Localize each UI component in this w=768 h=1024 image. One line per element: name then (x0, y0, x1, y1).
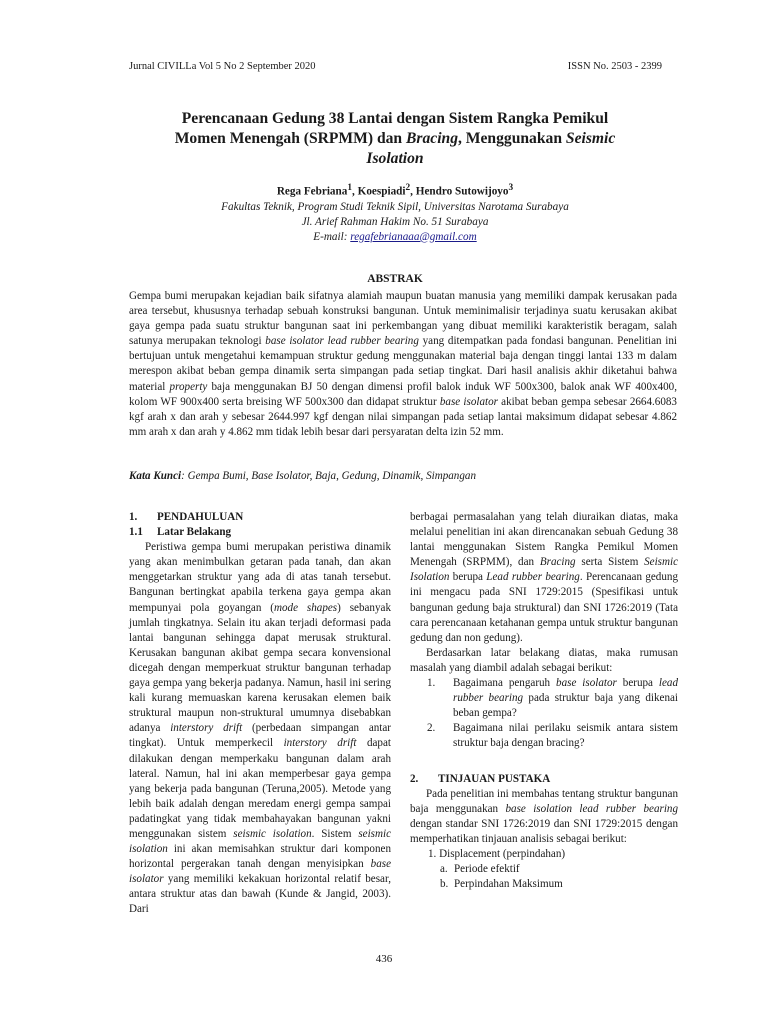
list-item: 1. Displacement (perpindahan) (428, 847, 566, 860)
author-sup: 3 (508, 183, 514, 193)
list-item (410, 721, 678, 751)
text: pada struktur baja yang dikenai beban gempa? (453, 692, 679, 720)
author-block (120, 181, 670, 245)
analysis-sublist (410, 862, 678, 892)
italic-text: base isolator (556, 677, 617, 690)
text: Pada penelitian ini membahas tentang struktur bangunan baja menggunakan (410, 787, 678, 815)
analysis-list (410, 847, 678, 862)
italic-text: seismic isolation (129, 827, 391, 856)
paper-title (120, 109, 670, 169)
list-letter: b. (440, 878, 449, 891)
italic-text: base isolation lead rubber bearing (505, 802, 678, 815)
list-item (410, 676, 678, 721)
text: Periode efektif (454, 863, 520, 876)
list-item (410, 862, 678, 877)
text: Bagaimana pengaruh (453, 677, 557, 690)
abstract-heading: ABSTRAK (367, 273, 423, 285)
research-questions-list (410, 676, 678, 751)
text: serta Sistem (575, 556, 645, 569)
text: berbagai permasalahan yang telah diuraikan diatas, maka melalui penelitian ini akan direncanakan sebuah Gedung 38 lantai menggunakan Sistem Rangka Pemikul Momen Menengah (SRPMM), dan (410, 511, 678, 569)
text: berupa (449, 571, 487, 584)
email-label: E-mail: (313, 230, 351, 243)
section-number: 1.1 (129, 526, 143, 539)
paragraph (410, 510, 678, 646)
section-title: PENDAHULUAN (157, 511, 244, 523)
abstract-italic: base isolator (439, 395, 498, 408)
list-number: 2. (427, 722, 436, 735)
page-number: 436 (375, 953, 393, 965)
paragraph (410, 787, 678, 847)
abstract-text: yang ditempatkan pada fondasi bangunan. Penelitian ini bertujuan untuk mengetahui kemampuan struktur gedung menggunakan material baja dengan tinggi lantai 133 m dalam merespon akibat beban gempa dinamik serta simpangan pada setiap tingkat. Dari hasil analisis akhir diketahui bahwa material (129, 335, 677, 393)
text: ) sebanyak jumlah tingkatnya. Selain itu akan terjadi deformasi pada lantai bangunan sehingga dapat merusak struktural. Kerusakan bangunan akibat gempa secara konvensional dicegah dengan memperkuat struktur bangunan terhadap gaya gempa yang bekerja padanya. Namun, hasil ini sering kali kurang memuaskan karena kerusakan elemen baik struktural maupun non-struktural umumnya disebabkan adanya (129, 601, 391, 735)
abstract-text: akibat beban gempa sebesar 2664.6083 kgf arah x dan arah y sebesar 2644.997 kgf dengan nilai simpangan pada setiap lantai maksimum didapat sebesar 4.862 mm arah x dan arah y 4.862 mm tidak lebih besar dari persyaratan delta izin 52 mm. (129, 395, 677, 438)
paragraph: Berdasarkan latar belakang diatas, maka rumusan masalah yang diambil adalah sebagai berikut: (410, 646, 678, 674)
affiliation-line-2: Jl. Arief Rahman Hakim No. 51 Surabaya (301, 215, 489, 228)
subsection-heading-1-1 (129, 525, 391, 540)
list-number: 1. (427, 677, 436, 690)
author-name: , Koespiadi (352, 185, 406, 198)
title-italic: Seismic (565, 130, 616, 147)
italic-text: seismic isolation (233, 827, 312, 840)
italic-text: lead rubber bearing (453, 677, 678, 705)
text: Peristiwa gempa bumi merupakan peristiwa dinamik yang akan menimbulkan getaran pada tanah, dan akan menggetarkan struktur yang ada di atas tanah tersebut. Bangunan bertingkat apabila terkena gaya gempa akan mempunyai pola goyangan ( (129, 541, 391, 614)
email-line (120, 230, 670, 245)
text: (perbedaan simpangan antar tingkat). Untuk memperkecil (129, 722, 392, 750)
keywords-label: Kata Kunci (129, 470, 182, 482)
title-line-2 (120, 129, 670, 149)
abstract-italic: property (169, 380, 208, 393)
title-italic: Isolation (366, 150, 424, 167)
abstract-text: baja menggunakan BJ 50 dengan dimensi profil balok induk WF 500x300, balok anak WF 400x400, kolom WF 900x400 serta breising WF 500x300 dan didapat struktur (129, 380, 677, 408)
list-item (410, 877, 678, 892)
spacer (410, 752, 678, 772)
author-sup: 1 (347, 183, 353, 193)
text: Perpindahan Maksimum (454, 878, 563, 891)
italic-text: interstory drift (283, 737, 357, 750)
left-column (129, 510, 391, 918)
title-line-3 (120, 149, 670, 169)
issn-header: ISSN No. 2503 - 2399 (567, 61, 662, 72)
author-names (120, 181, 670, 200)
keywords (129, 470, 677, 482)
section-number: 1. (129, 511, 138, 523)
italic-text: mode shapes (274, 601, 338, 614)
italic-text: base isolator (129, 858, 391, 886)
title-text: , Menggunakan (458, 130, 566, 147)
abstract-italic: base isolator lead rubber bearing (265, 335, 419, 348)
section-number: 2. (410, 772, 419, 785)
text: . Perencanaan gedung ini mengacu pada SNI 1729:2015 (Spesifikasi untuk bangunan gedung baja struktural) dan SNI 1726:2019 (Tata cara perencanaan ketahanan gempa untuk struktur bangunan gedung dan non gedung). (410, 571, 678, 644)
section-heading-2 (410, 772, 678, 787)
italic-text: Lead rubber bearing (486, 571, 580, 584)
right-column (410, 510, 678, 892)
abstract-text: Gempa bumi merupakan kejadian baik sifatnya alamiah maupun buatan manusia yang memiliki dampak kerusakan pada area tersebut, khususnya terhadap sebuah konstruksi bangunan. Untuk meminimalisir terjadinya suatu kerusakan akibat gaya gempa pada suatu struktur bangunan saat ini perkembangan yang dibuat memiliki karakteristik beragam, salah satunya merupakan teknologi (129, 290, 677, 348)
italic-text: Bracing (539, 556, 576, 569)
author-name: Rega Febriana (276, 185, 348, 198)
title-text: Momen Menengah (SRPMM) dan (174, 130, 406, 147)
author-name: , Hendro Sutowijoyo (410, 185, 509, 198)
italic-text: Seismic Isolation (410, 556, 678, 584)
text: . Sistem (311, 827, 359, 840)
email-link[interactable]: regafebrianaaa@gmail.com (350, 230, 477, 243)
journal-header: Jurnal CIVILLa Vol 5 No 2 September 2020 (129, 61, 316, 72)
text: dengan standar SNI 1726:2019 dan SNI 1729:2015 dengan memperhatikan tinjauan analisis sebagai berikut: (410, 817, 678, 845)
paragraph (129, 540, 391, 917)
text: dapat dilakukan dengan memperkaku bangunan dalam arah lateral. Namun, hal ini akan memperbesar gaya gempa yang bekerja pada bangunan (Teruna,2005). Metode yang lebih baik adalah dengan meredam energi gempa sampai padatingkat yang tidak membahayakan bangunan yakni menggunakan sistem (129, 737, 391, 840)
section-title: TINJAUAN PUSTAKA (438, 772, 551, 785)
abstract-body (129, 289, 677, 440)
affiliation-line-1: Fakultas Teknik, Program Studi Teknik Sipil, Universitas Narotama Surabaya (221, 200, 569, 213)
section-title: Latar Belakang (157, 526, 232, 539)
section-heading-1 (129, 510, 391, 525)
text: ini akan memisahkan struktur dari komponen horizontal pergerakan tanah dengan menyisipkan (129, 843, 391, 871)
italic-text: interstory drift (170, 722, 243, 735)
text: Bagaimana nilai perilaku seismik antara sistem struktur baja dengan bracing? (453, 722, 678, 750)
text: berupa (616, 677, 659, 690)
title-line-1: Perencanaan Gedung 38 Lantai dengan Sistem Rangka Pemikul (181, 110, 609, 127)
keywords-value: : Gempa Bumi, Base Isolator, Baja, Gedung, Dinamik, Simpangan (181, 470, 476, 482)
author-sup: 2 (405, 183, 411, 193)
text: yang memiliki kekakuan horizontal relatif besar, antara struktur atas dan bawah (Kunde & Jangid, 2003). Dari (129, 873, 391, 916)
title-italic: Bracing (406, 130, 458, 147)
list-letter: a. (440, 863, 448, 876)
